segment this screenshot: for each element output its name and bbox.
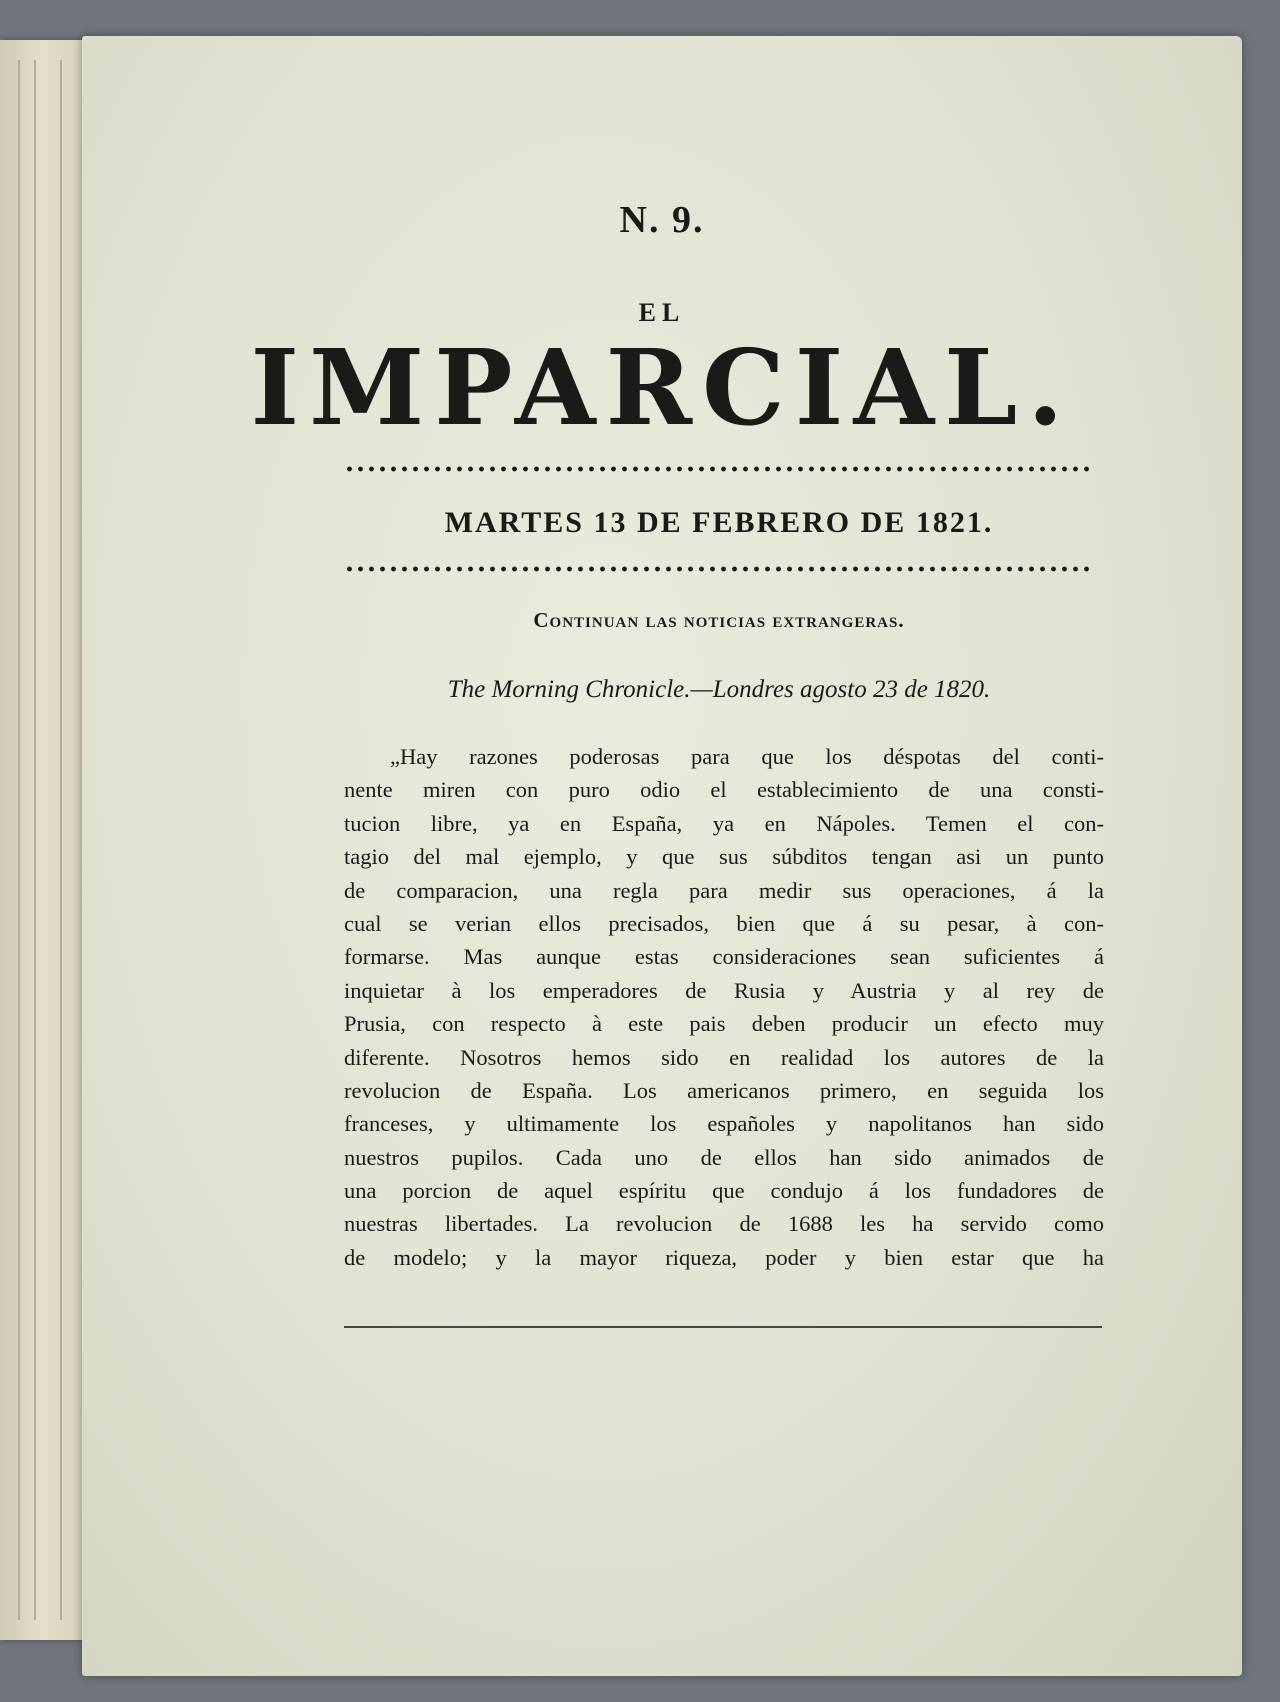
- body-line: inquietar à los emperadores de Rusia y Austria y al rey de: [344, 977, 1104, 1003]
- body-line: tagio del mal ejemplo, y que sus súbditos tengan asi un punto: [344, 844, 1104, 870]
- underlying-pages: [0, 40, 94, 1640]
- article-body: [344, 740, 1104, 1274]
- issue-number: N. 9.: [619, 199, 705, 241]
- body-line: diferente. Nosotros hemos sido en realidad los autores de la: [344, 1044, 1104, 1070]
- body-line: revolucion de España. Los americanos primero, en seguida los: [344, 1077, 1104, 1103]
- masthead-title: IMPARCIAL.: [250, 326, 1074, 449]
- issue-date: MARTES 13 DE FEBRERO DE 1821.: [444, 506, 994, 539]
- dotted-rule-bottom: [344, 564, 1094, 574]
- body-line: de modelo; y la mayor riqueza, poder y bien estar que ha: [344, 1244, 1104, 1270]
- body-line: de comparacion, una regla para medir sus operaciones, á la: [344, 877, 1104, 903]
- section-title: Continuan las noticias extrangeras.: [533, 608, 905, 632]
- footnote-rule: [344, 1326, 1102, 1328]
- dotted-rule-top: [344, 464, 1094, 474]
- body-line: nuestras libertades. La revolucion de 1688 les ha servido como: [344, 1211, 1104, 1237]
- newspaper-page: [82, 36, 1242, 1676]
- source-line: The Morning Chronicle.—Londres agosto 23 de 1820.: [447, 676, 991, 703]
- body-line: tucion libre, ya en España, ya en Nápoles. Temen el con-: [344, 810, 1104, 836]
- body-line: nuestros pupilos. Cada uno de ellos han sido animados de: [344, 1144, 1104, 1170]
- body-line: franceses, y ultimamente los españoles y napolitanos han sido: [344, 1111, 1104, 1137]
- body-line: una porcion de aquel espíritu que condujo á los fundadores de: [344, 1178, 1104, 1204]
- body-line: formarse. Mas aunque estas consideraciones sean suficientes á: [344, 944, 1104, 970]
- body-line: cual se verian ellos precisados, bien que á su pesar, à con-: [344, 910, 1104, 936]
- masthead-article: EL: [638, 298, 686, 327]
- body-line: „Hay razones poderosas para que los déspotas del conti-: [390, 744, 1104, 769]
- body-line: nente miren con puro odio el establecimiento de una consti-: [344, 777, 1104, 803]
- body-line: Prusia, con respecto à este pais deben producir un efecto muy: [344, 1011, 1104, 1037]
